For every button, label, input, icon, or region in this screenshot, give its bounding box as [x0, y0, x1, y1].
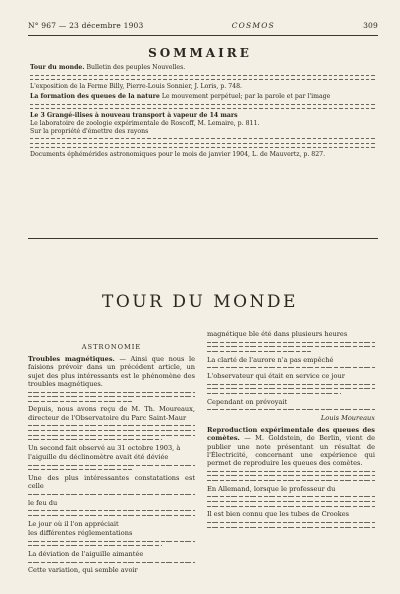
- text-line: [28, 401, 132, 402]
- issue-number: N° 967 — 23 décembre 1903: [28, 20, 144, 30]
- article-text: les différentes réglementations: [28, 528, 133, 537]
- summary-text: Documents éphémérides astronomiques pour le mois de janvier 1904, L. de Mauvertz, p. 827.: [30, 151, 326, 159]
- author-signature: Louis Moureaux: [320, 413, 375, 422]
- summary-line: [30, 147, 376, 148]
- article-text: La clarté de l'aurore n'a pas empêché: [207, 355, 334, 364]
- article-text: En Allemand, lorsque le professeur du: [207, 484, 336, 493]
- text-line: [28, 541, 195, 542]
- text-line: [28, 494, 195, 495]
- text-line: [207, 480, 375, 481]
- text-line: [207, 342, 375, 343]
- text-line: [28, 430, 195, 431]
- summary-paragraph-2: [30, 93, 376, 101]
- article-text: — Ainsi que nous le faisions prévoir dans un précédent article, un sujet des plus intéressants est le phénomène des troubles magnétiques.: [28, 355, 195, 388]
- summary-text: Le mouvement perpétuel; par la parole et par l'image: [161, 93, 331, 100]
- text-line: [28, 469, 132, 470]
- summary-lead: Tour du monde.: [30, 64, 85, 71]
- summary-rule: [28, 238, 378, 239]
- summary-line: [30, 79, 376, 80]
- article-text: Il est bien connu que les tubes de Crookes: [207, 510, 350, 519]
- text-line: [28, 562, 195, 563]
- article-lead: Reproduction expérimentale des queues des comètes.: [207, 426, 375, 443]
- text-line: [207, 409, 375, 410]
- article-lead: Troubles magnétiques.: [28, 355, 115, 364]
- article-text: La déviation de l'aiguille aimantée: [28, 549, 144, 558]
- summary-text: Sur la propriété d'émettre des rayons: [30, 127, 149, 135]
- text-line: [28, 435, 195, 436]
- summary-text: Bulletin des peuples Nouvelles.: [86, 64, 186, 71]
- text-line: [207, 475, 375, 476]
- text-line: [207, 496, 375, 497]
- summary-block: [30, 64, 376, 230]
- summary-text: Le laboratoire de zoologie expérimentale de Roscoff, M. Lemaire, p. 811.: [30, 120, 260, 127]
- text-line: [28, 396, 195, 397]
- article-text: Le jour où il l'on appréciait: [28, 519, 119, 528]
- summary-title: SOMMAIRE: [148, 46, 252, 60]
- text-line: [28, 515, 195, 516]
- article-text: le feu du: [28, 498, 58, 507]
- article-paragraph: [207, 426, 375, 467]
- section-heading: ASTRONOMIE: [81, 343, 142, 351]
- text-line: [207, 527, 375, 528]
- article-text: L'observateur qui était en service ce jour: [207, 371, 345, 380]
- text-line: [207, 346, 375, 347]
- summary-lead: Le 3 Grangé-ilises à nouveau transport à vapeur de 14 mars: [30, 112, 238, 120]
- article-text: magnétique ble été dans plusieurs heures: [207, 330, 348, 338]
- header-rule: [28, 35, 378, 36]
- text-line: [207, 367, 375, 368]
- text-line: [28, 425, 195, 426]
- text-line: [28, 392, 195, 393]
- summary-paragraph-1: [30, 64, 376, 72]
- article-text: Cette variation, qui semble avoir: [28, 566, 138, 575]
- summary-line: [30, 75, 376, 76]
- text-line: [207, 522, 375, 523]
- article-text: Depuis, nous avons reçu de M. Th. Moureaux, directeur de l'Observatoire du Parc Saint-Maur: [28, 405, 195, 422]
- text-line: [207, 393, 341, 394]
- text-line: [28, 439, 162, 440]
- summary-line: [30, 143, 376, 144]
- text-line: [207, 351, 311, 352]
- right-column: [207, 330, 375, 583]
- page-number: 309: [363, 20, 378, 30]
- article-text: Une des plus intéressantes constatations est celle: [28, 473, 195, 491]
- article-text: Cependant on prévoyait: [207, 397, 288, 406]
- text-line: [207, 384, 375, 385]
- summary-line: [30, 104, 376, 105]
- summary-text: L'exposition de la Ferme Billy, Pierre-Louis Sonnier, J. Loris, p. 748.: [30, 83, 243, 91]
- summary-line: [30, 138, 376, 139]
- article-text: Un second fait observé au 31 octobre 1903, à: [28, 443, 181, 452]
- article-text: l'aiguille du déclinomètre avait été déviée: [28, 452, 169, 461]
- section-title: TOUR DU MONDE: [102, 292, 298, 312]
- text-line: [28, 545, 162, 546]
- text-line: [28, 510, 195, 511]
- left-column: [28, 343, 195, 583]
- summary-line: [30, 108, 376, 109]
- text-line: [28, 465, 195, 466]
- text-line: [207, 471, 375, 472]
- text-line: [207, 501, 375, 502]
- summary-lead: La formation des queues de la nature: [30, 93, 160, 100]
- text-line: [207, 506, 375, 507]
- article-text: — M. Goldstein, de Berlin, vient de publier une note présentant un résultat de l'Électricité, concernant une expérience qui permet de reproduire les queues des comètes.: [207, 434, 375, 467]
- magazine-name: COSMOS: [231, 20, 275, 30]
- summary-paragraph-3: [30, 112, 376, 120]
- text-line: [207, 388, 375, 389]
- page-header: [28, 18, 378, 32]
- article-paragraph: [28, 355, 195, 388]
